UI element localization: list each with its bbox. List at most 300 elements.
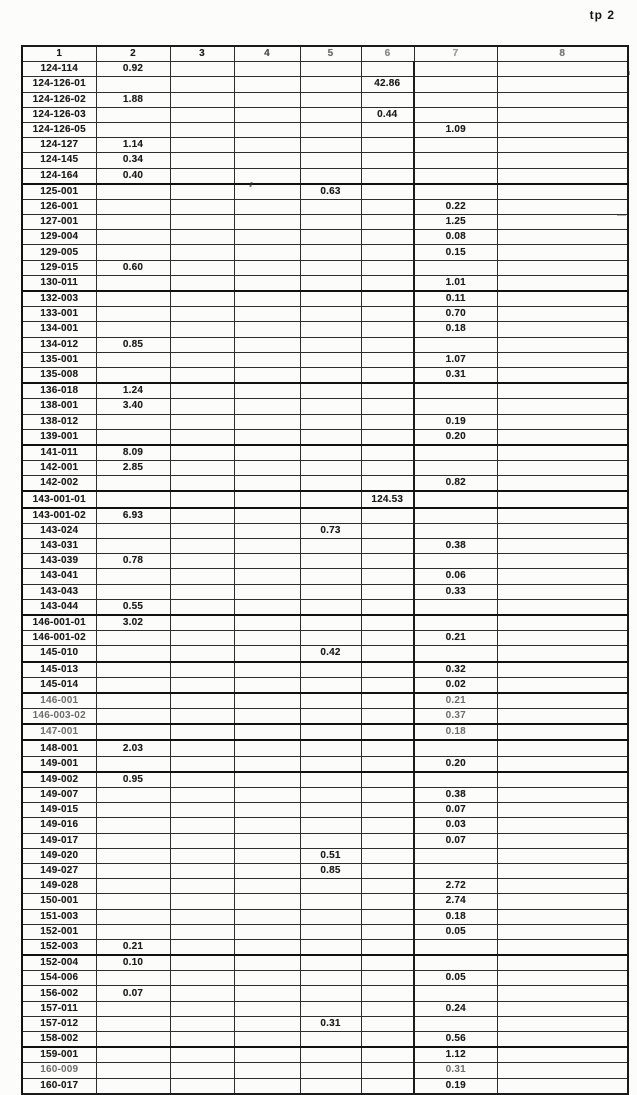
value-cell: [234, 491, 300, 507]
value-cell: [234, 260, 300, 275]
value-cell: [170, 122, 234, 137]
value-cell: [497, 77, 628, 92]
value-cell: [414, 955, 497, 971]
value-cell: [497, 631, 628, 646]
value-cell: [234, 971, 300, 986]
row-id-cell: 154-006: [22, 971, 96, 986]
table-row: [22, 615, 628, 631]
value-cell: [497, 724, 628, 740]
value-cell: [300, 62, 361, 77]
value-cell: [497, 803, 628, 818]
value-cell: 1.88: [96, 92, 170, 107]
value-cell: [414, 337, 497, 352]
value-cell: [497, 863, 628, 878]
value-cell: [170, 476, 234, 492]
value-cell: [170, 569, 234, 584]
row-id-cell: 148-001: [22, 740, 96, 756]
table-row: [22, 693, 628, 709]
table-row: [22, 1063, 628, 1078]
value-cell: [234, 414, 300, 429]
value-cell: 0.18: [414, 724, 497, 740]
table-row: [22, 291, 628, 307]
value-cell: [234, 569, 300, 584]
value-cell: [234, 677, 300, 693]
value-cell: [497, 772, 628, 788]
value-cell: [234, 508, 300, 524]
value-cell: [170, 803, 234, 818]
value-cell: [361, 199, 414, 214]
value-cell: 0.78: [96, 554, 170, 569]
value-cell: [497, 539, 628, 554]
value-cell: [96, 1047, 170, 1063]
value-cell: [497, 168, 628, 184]
value-cell: [234, 62, 300, 77]
table-row: [22, 924, 628, 939]
value-cell: [234, 662, 300, 678]
value-cell: 1.01: [414, 275, 497, 291]
row-id-cell: 143-001-02: [22, 508, 96, 524]
value-cell: [361, 429, 414, 445]
value-cell: 0.92: [96, 62, 170, 77]
value-cell: 0.24: [414, 1001, 497, 1016]
table-row: [22, 848, 628, 863]
value-cell: [497, 215, 628, 230]
value-cell: [497, 788, 628, 803]
value-cell: [497, 1063, 628, 1078]
table-row: [22, 569, 628, 584]
value-cell: [414, 383, 497, 399]
page-label: tp 2: [589, 8, 615, 22]
header-row: [22, 46, 628, 62]
row-id-cell: 143-043: [22, 584, 96, 599]
header-cell: 3: [170, 46, 234, 62]
value-cell: [170, 1047, 234, 1063]
value-cell: [96, 322, 170, 337]
value-cell: [170, 275, 234, 291]
value-cell: [170, 153, 234, 168]
value-cell: [497, 307, 628, 322]
table-row: [22, 772, 628, 788]
value-cell: 3.40: [96, 399, 170, 414]
value-cell: [96, 662, 170, 678]
value-cell: [170, 337, 234, 352]
value-cell: [96, 367, 170, 383]
value-cell: [170, 818, 234, 833]
value-cell: [96, 909, 170, 924]
row-id-cell: 145-013: [22, 662, 96, 678]
value-cell: [361, 138, 414, 153]
value-cell: [170, 445, 234, 461]
data-table: [21, 45, 629, 1095]
value-cell: [96, 833, 170, 848]
table-row: [22, 818, 628, 833]
row-id-cell: 124-164: [22, 168, 96, 184]
value-cell: [361, 215, 414, 230]
row-id-cell: 145-010: [22, 646, 96, 662]
row-id-cell: 149-015: [22, 803, 96, 818]
value-cell: [170, 909, 234, 924]
header-cell: 1: [22, 46, 96, 62]
table-row: [22, 352, 628, 367]
value-cell: [497, 740, 628, 756]
value-cell: [361, 615, 414, 631]
value-cell: [300, 322, 361, 337]
value-cell: [361, 924, 414, 939]
row-id-cell: 149-027: [22, 863, 96, 878]
table-row: [22, 1047, 628, 1063]
row-id-cell: 152-003: [22, 939, 96, 955]
scan-noise-speck: [617, 215, 626, 216]
value-cell: [234, 1078, 300, 1094]
row-id-cell: 133-001: [22, 307, 96, 322]
value-cell: [300, 615, 361, 631]
table-row: [22, 461, 628, 476]
value-cell: [361, 662, 414, 678]
value-cell: 0.85: [300, 863, 361, 878]
value-cell: [234, 894, 300, 909]
value-cell: [300, 122, 361, 137]
value-cell: [414, 740, 497, 756]
value-cell: [300, 77, 361, 92]
value-cell: 0.21: [96, 939, 170, 955]
value-cell: [361, 554, 414, 569]
value-cell: 0.07: [414, 833, 497, 848]
value-cell: 0.05: [414, 924, 497, 939]
value-cell: [497, 818, 628, 833]
value-cell: [234, 909, 300, 924]
value-cell: 124.53: [361, 491, 414, 507]
value-cell: [300, 367, 361, 383]
table-row: [22, 986, 628, 1001]
value-cell: [497, 599, 628, 615]
value-cell: [96, 803, 170, 818]
value-cell: [170, 740, 234, 756]
value-cell: [170, 399, 234, 414]
value-cell: [361, 461, 414, 476]
value-cell: [497, 352, 628, 367]
value-cell: 0.19: [414, 414, 497, 429]
value-cell: [300, 894, 361, 909]
value-cell: [497, 461, 628, 476]
value-cell: [170, 631, 234, 646]
table-row: [22, 554, 628, 569]
value-cell: [497, 709, 628, 725]
value-cell: 0.40: [96, 168, 170, 184]
value-cell: [414, 461, 497, 476]
table-row: [22, 740, 628, 756]
value-cell: [170, 260, 234, 275]
value-cell: [361, 631, 414, 646]
value-cell: [497, 924, 628, 939]
value-cell: [234, 230, 300, 245]
row-id-cell: 147-001: [22, 724, 96, 740]
value-cell: [414, 986, 497, 1001]
value-cell: [300, 772, 361, 788]
value-cell: [234, 848, 300, 863]
value-cell: [170, 429, 234, 445]
value-cell: [300, 833, 361, 848]
value-cell: [497, 523, 628, 538]
value-cell: [361, 569, 414, 584]
value-cell: [497, 92, 628, 107]
value-cell: [361, 168, 414, 184]
value-cell: 8.09: [96, 445, 170, 461]
value-cell: [300, 818, 361, 833]
value-cell: [234, 107, 300, 122]
value-cell: [300, 1032, 361, 1048]
value-cell: [96, 476, 170, 492]
value-cell: [361, 275, 414, 291]
table-row: [22, 879, 628, 894]
value-cell: [497, 677, 628, 693]
value-cell: [361, 414, 414, 429]
value-cell: [361, 646, 414, 662]
value-cell: [414, 445, 497, 461]
value-cell: 0.21: [414, 693, 497, 709]
value-cell: [361, 848, 414, 863]
value-cell: [170, 584, 234, 599]
value-cell: 0.33: [414, 584, 497, 599]
value-cell: 0.37: [414, 709, 497, 725]
value-cell: [170, 863, 234, 878]
value-cell: [497, 153, 628, 168]
value-cell: [361, 260, 414, 275]
value-cell: [361, 599, 414, 615]
value-cell: 0.63: [300, 184, 361, 200]
header-cell: 4: [234, 46, 300, 62]
value-cell: [234, 523, 300, 538]
header-cell: 6: [361, 46, 414, 62]
value-cell: [234, 1016, 300, 1031]
value-cell: 6.93: [96, 508, 170, 524]
value-cell: [170, 788, 234, 803]
value-cell: 0.03: [414, 818, 497, 833]
row-id-cell: 139-001: [22, 429, 96, 445]
value-cell: [96, 1032, 170, 1048]
value-cell: [300, 756, 361, 772]
value-cell: 0.07: [414, 803, 497, 818]
table-row: [22, 971, 628, 986]
table-row: [22, 491, 628, 507]
value-cell: [234, 955, 300, 971]
value-cell: [170, 848, 234, 863]
value-cell: [234, 1032, 300, 1048]
table-row: [22, 1032, 628, 1048]
row-id-cell: 124-127: [22, 138, 96, 153]
row-id-cell: 152-001: [22, 924, 96, 939]
value-cell: [300, 971, 361, 986]
table-row: [22, 184, 628, 200]
value-cell: [361, 62, 414, 77]
table-row: [22, 445, 628, 461]
value-cell: 0.18: [414, 909, 497, 924]
table-row: [22, 230, 628, 245]
value-cell: [361, 184, 414, 200]
table-row: [22, 199, 628, 214]
value-cell: [234, 1047, 300, 1063]
value-cell: [300, 508, 361, 524]
value-cell: [497, 337, 628, 352]
value-cell: [414, 848, 497, 863]
value-cell: [497, 107, 628, 122]
value-cell: [234, 429, 300, 445]
value-cell: [300, 107, 361, 122]
value-cell: [414, 772, 497, 788]
scan-noise-speck: [629, 71, 630, 75]
value-cell: [361, 399, 414, 414]
value-cell: [300, 662, 361, 678]
value-cell: 0.55: [96, 599, 170, 615]
value-cell: [361, 955, 414, 971]
value-cell: 0.44: [361, 107, 414, 122]
value-cell: [234, 539, 300, 554]
row-id-cell: 157-011: [22, 1001, 96, 1016]
value-cell: [96, 788, 170, 803]
value-cell: [361, 1001, 414, 1016]
header-cell: 8: [497, 46, 628, 62]
value-cell: [234, 215, 300, 230]
value-cell: [300, 461, 361, 476]
value-cell: [497, 955, 628, 971]
value-cell: [96, 1078, 170, 1094]
value-cell: [497, 1078, 628, 1094]
value-cell: [170, 615, 234, 631]
header-cell: 7: [414, 46, 497, 62]
value-cell: [300, 491, 361, 507]
table-row: [22, 909, 628, 924]
value-cell: [497, 199, 628, 214]
value-cell: 0.22: [414, 199, 497, 214]
value-cell: [361, 986, 414, 1001]
value-cell: [361, 909, 414, 924]
value-cell: [170, 772, 234, 788]
value-cell: [170, 879, 234, 894]
table-row: [22, 1001, 628, 1016]
table-row: [22, 508, 628, 524]
value-cell: [170, 230, 234, 245]
value-cell: [96, 352, 170, 367]
value-cell: [234, 554, 300, 569]
value-cell: [96, 199, 170, 214]
value-cell: 1.12: [414, 1047, 497, 1063]
value-cell: 0.11: [414, 291, 497, 307]
value-cell: [497, 833, 628, 848]
value-cell: [234, 153, 300, 168]
row-id-cell: 129-004: [22, 230, 96, 245]
value-cell: [414, 77, 497, 92]
value-cell: [361, 1063, 414, 1078]
value-cell: [361, 1047, 414, 1063]
value-cell: [96, 863, 170, 878]
value-cell: [96, 924, 170, 939]
value-cell: 0.06: [414, 569, 497, 584]
row-id-cell: 157-012: [22, 1016, 96, 1031]
row-id-cell: 143-044: [22, 599, 96, 615]
value-cell: [170, 1001, 234, 1016]
value-cell: [170, 245, 234, 260]
value-cell: [96, 818, 170, 833]
value-cell: 0.82: [414, 476, 497, 492]
row-id-cell: 134-001: [22, 322, 96, 337]
table-row: [22, 92, 628, 107]
value-cell: [361, 971, 414, 986]
value-cell: [96, 491, 170, 507]
value-cell: [234, 788, 300, 803]
value-cell: 0.31: [414, 1063, 497, 1078]
value-cell: [497, 122, 628, 137]
value-cell: [300, 986, 361, 1001]
table-row: [22, 275, 628, 291]
value-cell: [300, 803, 361, 818]
value-cell: 1.14: [96, 138, 170, 153]
value-cell: [96, 291, 170, 307]
value-cell: [234, 77, 300, 92]
table-row: [22, 307, 628, 322]
table-row: [22, 788, 628, 803]
value-cell: [300, 352, 361, 367]
value-cell: 0.70: [414, 307, 497, 322]
value-cell: 2.74: [414, 894, 497, 909]
value-cell: [497, 476, 628, 492]
value-cell: [234, 307, 300, 322]
table-row: [22, 523, 628, 538]
value-cell: [300, 245, 361, 260]
value-cell: [300, 631, 361, 646]
value-cell: [497, 1016, 628, 1031]
value-cell: [361, 322, 414, 337]
value-cell: 0.20: [414, 756, 497, 772]
value-cell: [497, 491, 628, 507]
value-cell: [300, 92, 361, 107]
row-id-cell: 149-007: [22, 788, 96, 803]
value-cell: [497, 554, 628, 569]
value-cell: [300, 693, 361, 709]
value-cell: [414, 184, 497, 200]
value-cell: 0.42: [300, 646, 361, 662]
value-cell: 1.07: [414, 352, 497, 367]
value-cell: [170, 724, 234, 740]
value-cell: [96, 584, 170, 599]
value-cell: [234, 615, 300, 631]
value-cell: [234, 724, 300, 740]
value-cell: [234, 709, 300, 725]
row-id-cell: 159-001: [22, 1047, 96, 1063]
value-cell: [170, 199, 234, 214]
value-cell: [361, 523, 414, 538]
value-cell: [96, 523, 170, 538]
value-cell: 2.72: [414, 879, 497, 894]
row-id-cell: 138-001: [22, 399, 96, 414]
value-cell: [234, 803, 300, 818]
value-cell: 0.08: [414, 230, 497, 245]
row-id-cell: 143-001-01: [22, 491, 96, 507]
row-id-cell: 149-001: [22, 756, 96, 772]
value-cell: [497, 879, 628, 894]
table-row: [22, 803, 628, 818]
value-cell: [361, 291, 414, 307]
table-row: [22, 245, 628, 260]
value-cell: [300, 569, 361, 584]
value-cell: [414, 508, 497, 524]
value-cell: [497, 584, 628, 599]
value-cell: [234, 939, 300, 955]
value-cell: [300, 554, 361, 569]
value-cell: [414, 168, 497, 184]
value-cell: [234, 818, 300, 833]
value-cell: [170, 523, 234, 538]
value-cell: [234, 322, 300, 337]
table-row: [22, 894, 628, 909]
